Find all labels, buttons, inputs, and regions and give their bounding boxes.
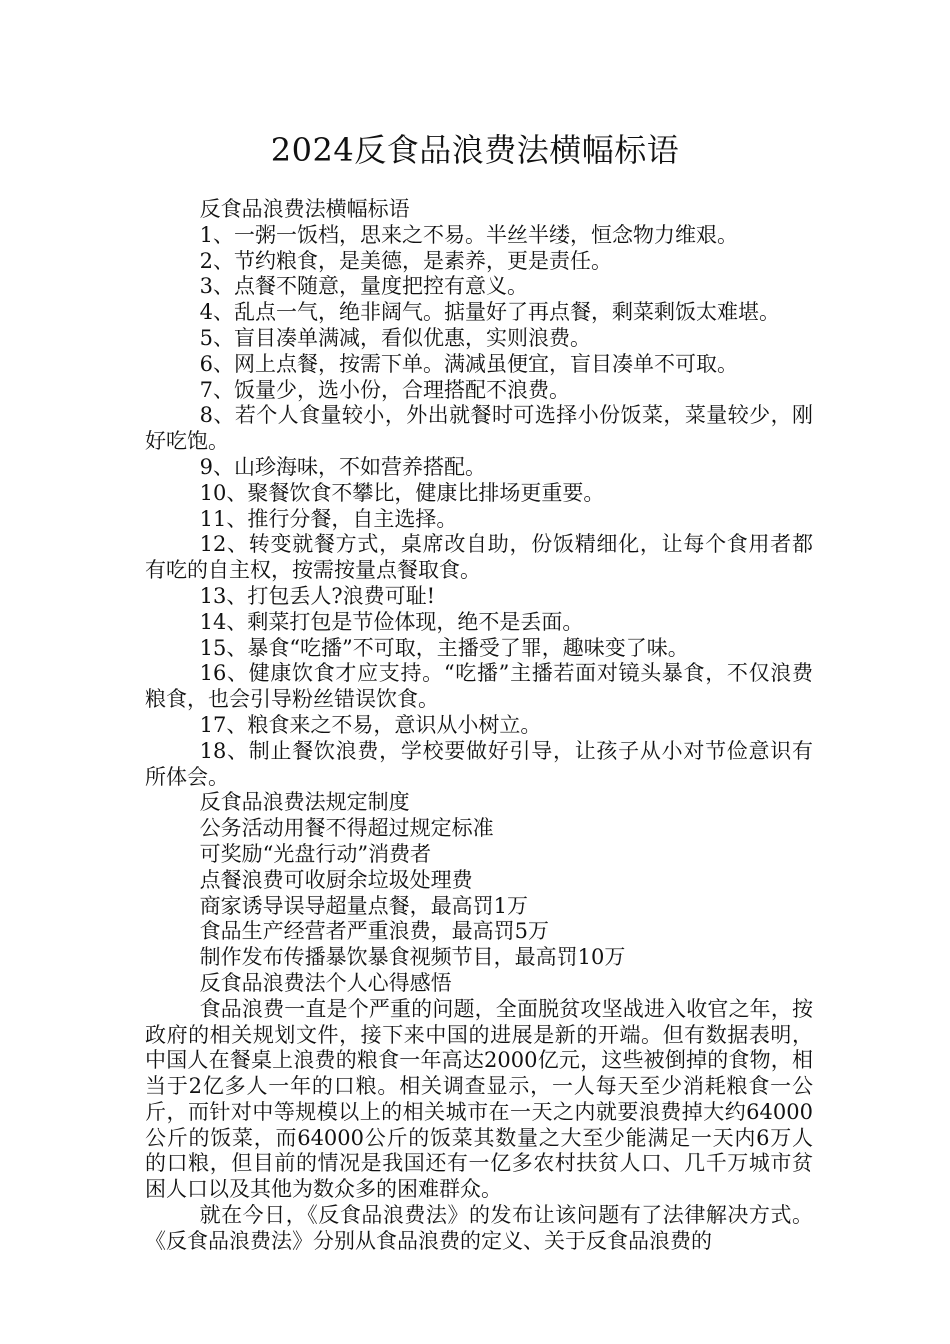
paragraph: 3、点餐不随意，量度把控有意义。 [199,274,528,299]
paragraph: 制作发布传播暴饮暴食视频节目，最高罚10万 [199,945,626,970]
paragraph: 食品浪费一直是个严重的问题，全面脱贫攻坚战进入收官之年，按政府的相关规划文件，接下来中国的进展是新的开端。但有数据表明，中国人在餐桌上浪费的粮食一年高达2000亿元，这些被倒掉的食物，相当于2亿多人一年的口粮。相关调查显示，一人每天至少消耗粮食一公斤，而针对中等规模以上的相关城市在一天之内就要浪费掉大约64000公斤的饭菜，而64000公斤的饭菜其数量之大至少能满足一天内6万人的口粮，但目前的情况是我国还有一亿多农村扶贫人口、几千万城市贫困人口以及其他为数众多的困难群众。 [145,996,813,1202]
paragraph: 1、一粥一饭档，思来之不易。半丝半缕，恒念物力维艰。 [199,222,738,247]
paragraph: 食品生产经营者严重浪费，最高罚5万 [199,919,549,944]
paragraph: 13、打包丢人?浪费可耻! [199,583,436,608]
paragraph: 就在今日，《反食品浪费法》的发布让该问题有了法律解决方式。《反食品浪费法》分别从食品浪费的定义、关于反食品浪费的 [145,1203,813,1253]
paragraph: 11、推行分餐，自主选择。 [199,506,458,531]
paragraph: 可奖励“光盘行动”消费者 [199,841,432,866]
paragraph: 7、饭量少，选小份，合理搭配不浪费。 [199,377,570,402]
paragraph: 16、健康饮食才应支持。“吃播”主播若面对镜头暴食，不仅浪费粮食，也会引导粉丝错误饮食。 [145,661,813,712]
paragraph: 12、转变就餐方式，桌席改自助，份饭精细化，让每个食用者都有吃的自主权，按需按量点餐取食。 [145,532,813,583]
document-title: 2024反食品浪费法横幅标语 [270,131,680,169]
paragraph: 公务活动用餐不得超过规定标准 [199,816,494,841]
paragraph: 6、网上点餐，按需下单。满减虽便宜，盲目凑单不可取。 [199,351,738,376]
paragraph: 8、若个人食量较小，外出就餐时可选择小份饭菜，菜量较少，刚好吃饱。 [145,403,813,454]
section-heading: 反食品浪费法个人心得感悟 [199,970,452,995]
paragraph: 18、制止餐饮浪费，学校要做好引导，让孩子从小对节俭意识有所体会。 [145,738,813,789]
paragraph: 9、山珍海味，不如营养搭配。 [199,454,486,479]
paragraph: 15、暴食“吃播”不可取，主播受了罪，趣味变了味。 [199,635,689,660]
paragraph: 2、节约粮食，是美德，是素养，更是责任。 [199,248,612,273]
paragraph: 10、聚餐饮食不攀比，健康比排场更重要。 [199,480,605,505]
paragraph: 4、乱点一气，绝非阔气。掂量好了再点餐，剩菜剩饭太难堪。 [199,300,780,325]
paragraph: 14、剩菜打包是节俭体现，绝不是丢面。 [199,609,584,634]
paragraph: 商家诱导误导超量点餐，最高罚1万 [199,893,528,918]
section-heading: 反食品浪费法规定制度 [199,790,410,815]
paragraph: 反食品浪费法横幅标语 [199,197,410,221]
paragraph: 5、盲目凑单满减，看似优惠，实则浪费。 [199,325,591,350]
paragraph: 17、粮食来之不易，意识从小树立。 [199,712,542,737]
document-body [145,197,813,1255]
paragraph: 点餐浪费可收厨余垃圾处理费 [199,867,473,892]
